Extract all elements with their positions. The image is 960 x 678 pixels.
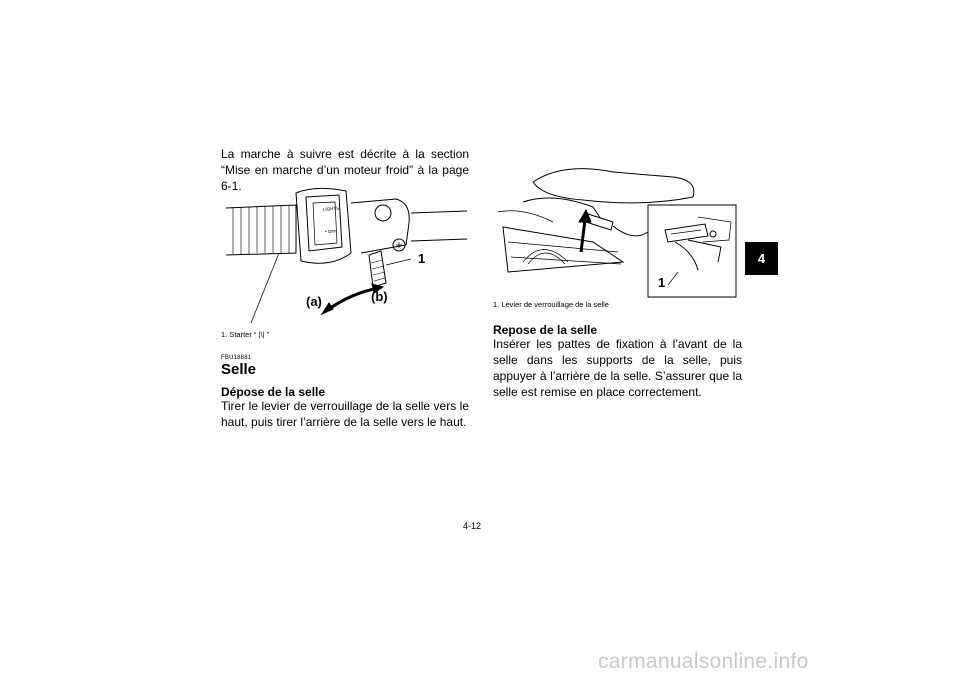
chapter-tab: 4 [745,242,778,275]
intro-paragraph: La marche à suivre est décrite à la section “Mise en marche d’un moteur froid” à la page 6-1. [221,147,469,193]
starter-illustration-drawing [221,183,469,328]
section-title: Selle [221,361,257,378]
seat-lock-illustration-drawing [493,152,740,299]
figure1-label-a: (a) [306,294,322,309]
watermark: carmanualsonline.info [598,650,809,673]
removal-body: Tirer le levier de verrouillage de la selle vers le haut, puis tirer l’arrière de la selle vers le haut. [221,399,469,429]
seat-lock-illustration [493,152,740,299]
figure1-label-b: (b) [371,289,388,304]
installation-subtitle: Repose de la selle [493,323,598,337]
page-number: 4-12 [463,521,482,531]
figure2-caption: 1. Levier de verrouillage de la selle [493,300,609,309]
figure1-caption: 1. Starter “ |\| ” [221,330,270,339]
removal-subtitle: Dépose de la selle [221,385,326,399]
starter-illustration [221,183,469,328]
switch-off-text: • OFF [325,229,337,234]
figure1-callout-1: 1 [418,251,426,266]
installation-body: Insérer les pattes de fixation à l’avant de la selle dans les supports de la selle, puis appuyer à l’arrière de la selle. S’assurer que la selle est remise en place correctement. [493,337,742,399]
section-code: FBU18881 [221,355,252,361]
figure2-callout-1: 1 [658,275,666,290]
switch-lights-text: LIGHTS [322,205,340,212]
